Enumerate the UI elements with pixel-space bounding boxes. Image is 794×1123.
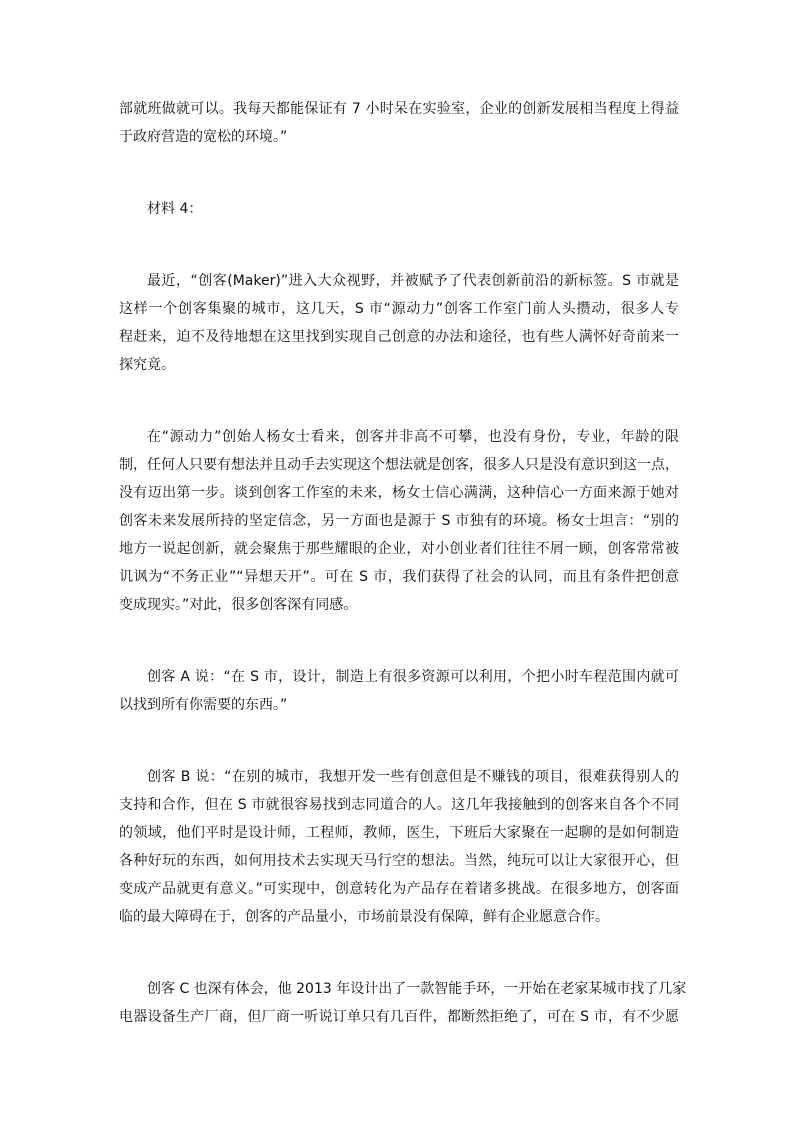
paragraph	[119, 975, 687, 1031]
paragraph	[119, 423, 679, 619]
text-line: 这样一个创客集聚的城市，这几天，S 市“源动力”创客工作室门前人头攒动，很多人专	[119, 301, 679, 317]
text-line: 变成产品就更有意义。”可实现中，创意转化为产品存在着诸多挑战。在很多地方，创客面	[119, 881, 679, 897]
text-line: 的领域，他们平时是设计师，工程师，教师，医生，下班后大家聚在一起聊的是如何制造	[119, 825, 679, 841]
text-line: 电器设备生产厂商，但厂商一听说订单只有几百件，都断然拒绝了，可在 S 市，有不少愿	[119, 1009, 679, 1025]
text-line: 各种好玩的东西，如何用技术去实现天马行空的想法。当然，纯玩可以让大家很开心，但	[119, 853, 679, 869]
text-line: 部就班做就可以。我每天都能保证有 7 小时呆在实验室，企业的创新发展相当程度上得益	[119, 101, 679, 117]
text-line: 于政府营造的宽松的环境。”	[119, 129, 288, 145]
text-line: 创客 B 说：“在别的城市，我想开发一些有创意但是不赚钱的项目，很难获得别人的	[147, 769, 679, 785]
paragraph	[119, 763, 679, 931]
text-line: 临的最大障碍在于，创客的产品量小，市场前景没有保障，鲜有企业愿意合作。	[119, 909, 609, 925]
section-heading	[119, 195, 679, 223]
paragraph	[119, 267, 679, 379]
text-line: 创客 C 也深有体会，他 2013 年设计出了一款智能手环，一开始在老家某城市找了几家	[147, 981, 687, 997]
text-line: 变成现实。”对此，很多创客深有同感。	[119, 597, 358, 613]
text-line: 没有迈出第一步。谈到创客工作室的未来，杨女士信心满满，这种信心一方面来源于她对	[119, 485, 679, 501]
document-page	[119, 95, 687, 1031]
text-line: 地方一说起创新，就会聚焦于那些耀眼的企业，对小创业者们往往不屑一顾，创客常常被	[119, 541, 679, 557]
text-line: 程赶来，迫不及待地想在这里找到实现自己创意的办法和途径，也有些人满怀好奇前来一	[119, 329, 679, 345]
text-line: 在“源动力”创始人杨女士看来，创客并非高不可攀，也没有身份，专业，年龄的限	[147, 429, 679, 445]
text-line: 以找到所有你需要的东西。”	[119, 697, 288, 713]
text-line: 支持和合作，但在 S 市就很容易找到志同道合的人。这几年我接触到的创客来自各个不同	[119, 797, 679, 813]
text-line: 制，任何人只要有想法并且动手去实现这个想法就是创客，很多人只是没有意识到这一点，	[119, 457, 679, 473]
paragraph	[119, 663, 679, 719]
text-line: 探究竟。	[119, 357, 175, 373]
text-line: 最近，“创客(Maker)”进入大众视野，并被赋予了代表创新前沿的新标签。S 市就是	[147, 273, 679, 289]
paragraph	[119, 95, 679, 151]
text-line: 材料 4：	[147, 201, 203, 217]
text-line: 创客未来发展所持的坚定信念，另一方面也是源于 S 市独有的环境。杨女士坦言：“别的	[119, 513, 679, 529]
text-line: 创客 A 说：“在 S 市，设计，制造上有很多资源可以利用，个把小时车程范围内就可	[147, 669, 679, 685]
text-line: 讥讽为“不务正业”“异想天开”。可在 S 市，我们获得了社会的认同，而且有条件把创意	[119, 569, 679, 585]
